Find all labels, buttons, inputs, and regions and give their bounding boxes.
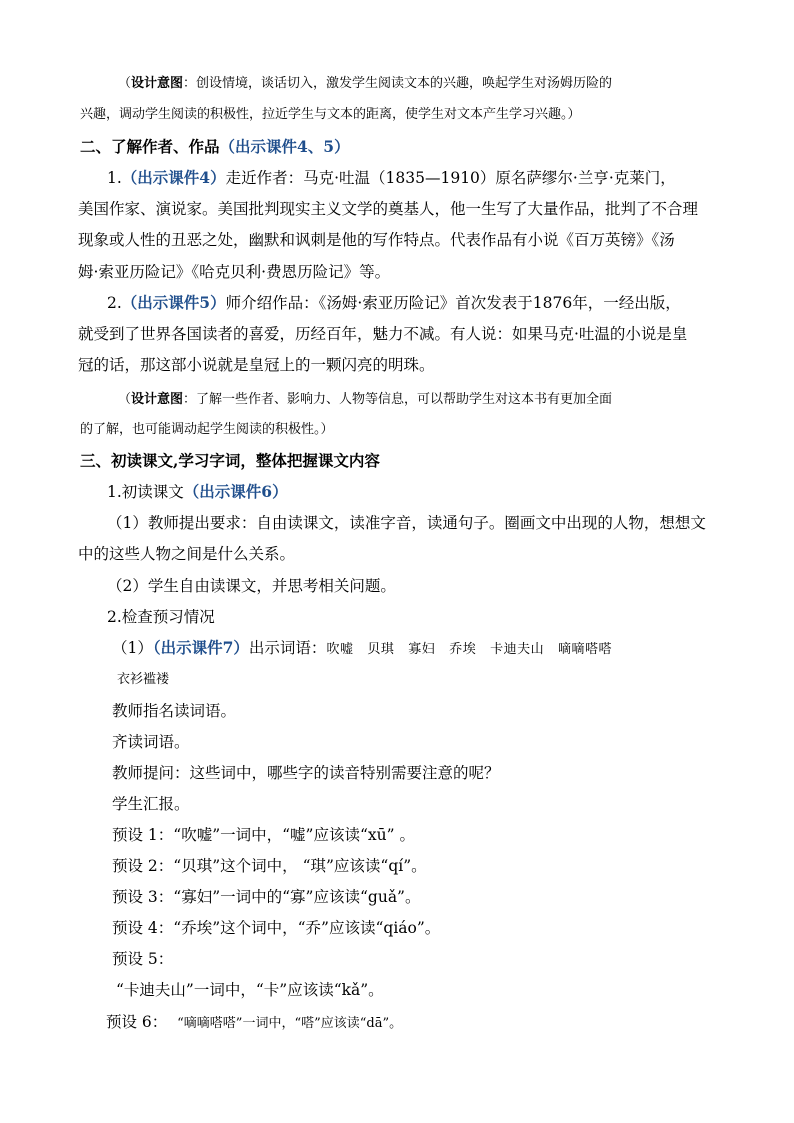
s2-p1-line-2: 美国作家、演说家。美国批判现实主义文学的奠基人，他一生写了大量作品，批判了不合理 [78, 200, 699, 218]
s2-p2-line-2: 就受到了世界各国读者的喜爱，历经百年，魅力不减。有人说：如果马克·吐温的小说是皇 [78, 325, 688, 343]
item-number: （1） [112, 639, 153, 657]
paragraph-text: 走近作者：马克·吐温（1835—1910）原名萨缪尔·兰亨·克莱门， [225, 169, 676, 187]
design-note-text: ：创设情境，谈话切入，激发学生阅读文本的兴趣，唤起学生对汤姆历险的 [183, 76, 613, 91]
paren-open: （ [118, 76, 132, 91]
vocab-word: 寡妇 [408, 642, 436, 657]
vocab-word: 贝琪 [367, 642, 395, 657]
item-number: 1. [107, 169, 122, 187]
s2-p1-line-3: 现象或人性的丑恶之处，幽默和讽刺是他的写作特点。代表作品有小说《百万英镑》《汤 [78, 231, 675, 249]
section-2-heading [80, 135, 350, 159]
s2-p1-line-1 [107, 166, 676, 190]
preset-5-label: 预设 5： [112, 950, 174, 968]
design-note-label: 设计意图 [131, 392, 184, 407]
design-note-1-line-2: 兴趣，调动学生阅读的积极性，拉近学生与文本的距离，使学生对文本产生学习兴趣。） [80, 107, 581, 122]
s2-p2-line-1 [107, 291, 681, 315]
paren-open: （ [118, 392, 132, 407]
preset-5-text: “卡迪夫山”一词中，“卡”应该读“kǎ”。 [116, 981, 384, 999]
vocab-word: 乔埃 [449, 642, 477, 657]
courseware-ref: （出示课件6） [183, 482, 288, 501]
courseware-ref: （出示课件7） [152, 638, 249, 657]
s3-item-2-p1 [112, 636, 612, 662]
preset-6 [106, 1010, 402, 1036]
design-note-2-line-1 [118, 388, 612, 412]
section-3-heading: 三、初读课文,学习字词，整体把握课文内容 [80, 451, 380, 470]
paragraph-text: 师介绍作品：《汤姆·索亚历险记》首次发表于1876年，一经出版， [225, 294, 681, 312]
item-label: 1.初读课文 [107, 483, 184, 501]
item-number: 2. [107, 294, 122, 312]
s2-p1-line-4: 姆·索亚历险记》《哈克贝利·费恩历险记》等。 [78, 263, 391, 281]
s3-line-2: 齐读词语。 [112, 733, 190, 751]
s3-line-4: 学生汇报。 [112, 795, 190, 813]
s3-item-1-p1-line-1: （1）教师提出要求：自由读课文，读准字音，读通句子。圈画文中出现的人物，想想文 [107, 514, 706, 532]
section-heading-text: 二、了解作者、作品 [80, 137, 220, 156]
s3-item-1-p1-line-2: 中的这些人物之间是什么关系。 [78, 545, 296, 563]
vocab-word: 卡迪夫山 [490, 642, 545, 657]
s3-item-1 [107, 480, 288, 504]
design-note-2-line-2: 的了解，也可能调动起学生阅读的积极性。） [80, 422, 334, 437]
preset-label: 预设 6： [106, 1013, 168, 1031]
courseware-ref: （出示课件5） [121, 293, 226, 312]
s3-item-2: 2.检查预习情况 [107, 608, 215, 626]
preset-4: 预设 4：“乔埃”这个词中，“乔”应该读“qiáo”。 [112, 919, 441, 937]
vocab-word-last: 衣衫褴褛 [117, 672, 170, 687]
preset-text: “嘀嘀嗒嗒”一词中，“嗒”应该读“dā”。 [177, 1016, 403, 1031]
s3-item-1-p2: （2）学生自由读课文，并思考相关问题。 [107, 577, 396, 595]
design-note-1-line-1 [118, 72, 612, 96]
preset-3: 预设 3：“寡妇”一词中的“寡”应该读“guǎ”。 [112, 888, 421, 906]
preset-1: 预设 1：“吹嘘”一词中，“嘘”应该读“xū” 。 [112, 826, 415, 844]
design-note-text: ：了解一些作者、影响力、人物等信息，可以帮助学生对这本书有更加全面 [183, 392, 613, 407]
courseware-ref: （出示课件4） [121, 168, 226, 187]
paragraph-text: 出示词语： [248, 639, 327, 657]
vocab-word: 吹嘘 [326, 642, 354, 657]
vocab-word: 嘀嘀嗒嗒 [558, 642, 613, 657]
preset-2: 预设 2：“贝琪”这个词中， “琪”应该读“qí”。 [112, 857, 427, 875]
vocab-list [326, 642, 612, 657]
s3-line-3: 教师提问：这些词中，哪些字的读音特别需要注意的呢？ [112, 764, 500, 782]
s3-line-1: 教师指名读词语。 [112, 702, 237, 720]
design-note-label: 设计意图 [131, 76, 184, 91]
s2-p2-line-3: 冠的话，那这部小说就是皇冠上的一颗闪亮的明珠。 [78, 356, 435, 374]
courseware-ref: （出示课件4、5） [219, 137, 350, 156]
